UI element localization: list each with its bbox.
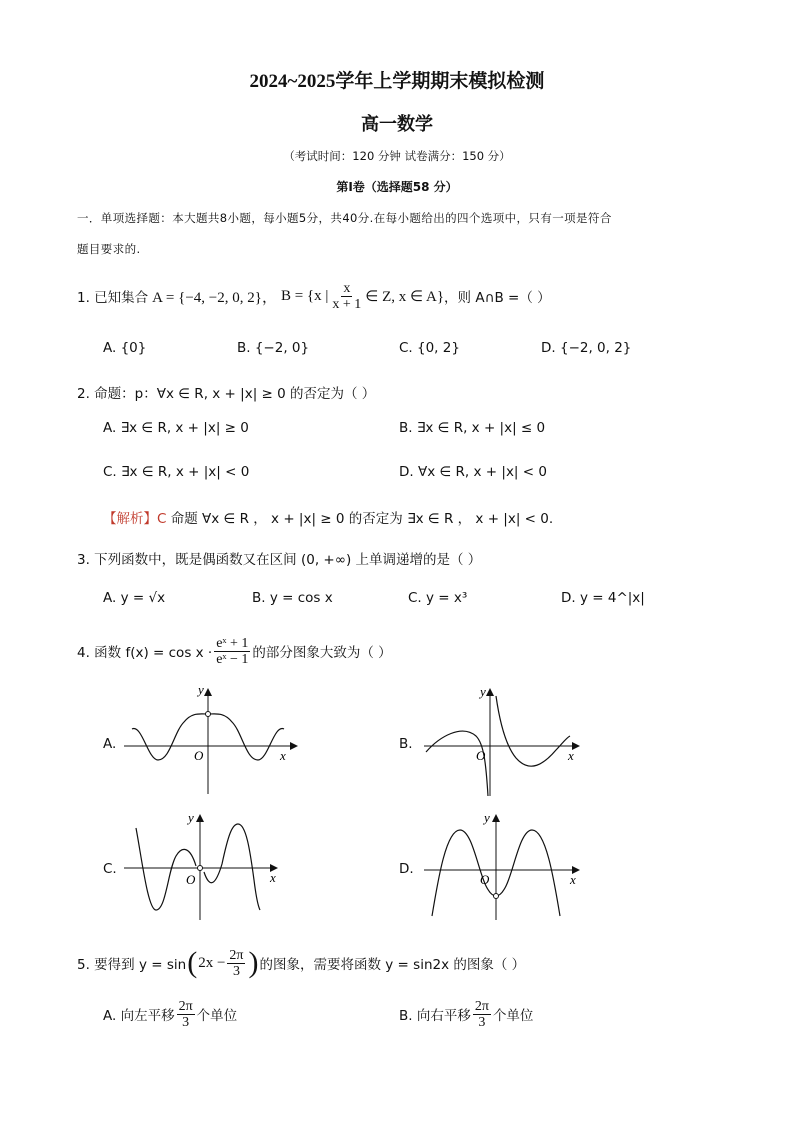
q5-fraction — [227, 948, 245, 979]
x-label: x — [270, 870, 276, 885]
q5-option-a[interactable] — [103, 996, 237, 1032]
q5-option-a-frac-num: 2π — [178, 998, 193, 1014]
q1-option-a[interactable]: A. {0} — [103, 340, 147, 356]
x-label: x — [570, 872, 576, 887]
q5-frac-den: 3 — [232, 963, 240, 979]
y-label: y — [484, 810, 490, 825]
q4-frac-den: eˣ − 1 — [216, 651, 249, 667]
curve-right — [204, 824, 260, 910]
y-label: y — [480, 684, 486, 699]
y-axis-arrow-icon — [486, 688, 494, 696]
question-3-stem: 3. 下列函数中，既是偶函数又在区间 (0, +∞) 上单调递增的是（ ） — [77, 552, 482, 568]
question-1-stem — [77, 280, 551, 312]
q4-graph-d[interactable] — [420, 810, 585, 922]
subject-title: 高一数学 — [361, 114, 433, 135]
curve-left — [136, 828, 196, 910]
hollow-point-icon — [494, 894, 499, 899]
q1-set-b-post: ∈ Z, x ∈ A} — [365, 288, 445, 305]
q2-analysis-text: 命题 ∀x ∈ R ， x + |x| ≥ 0 的否定为 ∃x ∈ R ， x + |x| < 0. — [166, 511, 554, 527]
q2-analysis — [103, 507, 553, 527]
q4-option-a-label[interactable]: A. — [103, 736, 117, 752]
q5-option-b-fraction — [473, 999, 491, 1030]
y-axis-arrow-icon — [492, 814, 500, 822]
q3-option-b[interactable]: B. y = cos x — [252, 590, 333, 606]
q3-option-d[interactable]: D. y = 4^|x| — [561, 590, 645, 606]
q1-frac-den: x + 1 — [332, 296, 362, 312]
x-label: x — [568, 748, 574, 763]
exam-title: 2024~2025学年上学期期末模拟检测 — [249, 71, 545, 92]
y-label: y — [198, 682, 204, 697]
section-instruction-line1: 一．单项选择题：本大题共8小题，每小题5分，共40分.在每小题给出的四个选项中，只有一项是符合 — [77, 211, 612, 225]
q3-option-c[interactable]: C. y = x³ — [408, 590, 468, 606]
q4-option-d-label[interactable]: D. — [399, 861, 414, 877]
question-5-stem — [77, 944, 525, 982]
curve-left — [426, 731, 488, 796]
question-2-stem: 2. 命题：p：∀x ∈ R, x + |x| ≥ 0 的否定为（ ） — [77, 386, 376, 402]
q5-option-b-pre: B. 向右平移 — [399, 1008, 471, 1024]
q1-frac-num: x — [343, 280, 351, 296]
y-axis-arrow-icon — [196, 814, 204, 822]
q4-option-c-label[interactable]: C. — [103, 861, 117, 877]
q2-option-c[interactable]: C. ∃x ∈ R, x + |x| < 0 — [103, 464, 250, 480]
curve-right — [496, 696, 570, 766]
part-title: 第I卷（选择题58 分） — [336, 180, 458, 194]
q1-prefix: 1. 已知集合 — [77, 290, 149, 306]
q3-option-a[interactable]: A. y = √x — [103, 590, 166, 606]
q1-set-b-pre: B = {x | — [280, 287, 329, 304]
left-paren-icon: ( — [187, 946, 198, 979]
y-label: y — [188, 810, 194, 825]
q5-stem-pre: 5. 要得到 y = sin — [77, 957, 187, 973]
q4-frac-num: eˣ + 1 — [216, 635, 249, 651]
q4-fraction — [214, 636, 250, 667]
q1-option-d[interactable]: D. {−2, 0, 2} — [541, 340, 632, 356]
q5-inner-pre: 2x − — [198, 954, 226, 971]
q1-ask: ，则 A∩B =（ ） — [444, 290, 551, 306]
q5-option-b[interactable] — [399, 996, 533, 1032]
q1-set-a: A = {−4, −2, 0, 2}， — [152, 289, 277, 306]
q2-analysis-tag: 【解析】C — [103, 511, 167, 527]
q1-fraction — [330, 281, 363, 312]
q4-graph-a[interactable] — [120, 684, 300, 796]
q4-graph-c[interactable] — [120, 810, 290, 922]
q5-option-a-pre: A. 向左平移 — [103, 1008, 175, 1024]
x-axis-arrow-icon — [290, 742, 298, 750]
q2-option-a[interactable]: A. ∃x ∈ R, x + |x| ≥ 0 — [103, 420, 249, 436]
section-instruction-line2: 题目要求的. — [77, 242, 141, 256]
right-paren-icon: ) — [248, 946, 259, 979]
q2-option-b[interactable]: B. ∃x ∈ R, x + |x| ≤ 0 — [399, 420, 546, 436]
origin-label: O — [476, 748, 486, 763]
q2-option-d[interactable]: D. ∀x ∈ R, x + |x| < 0 — [399, 464, 547, 480]
q4-stem-pre: 4. 函数 f(x) = cos x · — [77, 645, 213, 661]
q1-option-c[interactable]: C. {0, 2} — [399, 340, 460, 356]
q5-option-a-frac-den: 3 — [182, 1014, 190, 1030]
q4-graph-b[interactable] — [420, 684, 585, 800]
y-axis-arrow-icon — [204, 688, 212, 696]
q5-option-b-frac-num: 2π — [474, 998, 489, 1014]
q5-option-b-frac-den: 3 — [478, 1014, 486, 1030]
q5-frac-num: 2π — [229, 947, 244, 963]
question-4-stem — [77, 634, 392, 668]
q5-option-b-post: 个单位 — [492, 1008, 534, 1024]
exam-info: （考试时间：120 分钟 试卷满分：150 分） — [283, 149, 511, 163]
origin-label: O — [186, 872, 196, 887]
hollow-point-icon — [198, 866, 203, 871]
q4-stem-post: 的部分图象大致为（ ） — [252, 645, 392, 661]
hollow-point-icon — [206, 712, 211, 717]
q5-option-a-fraction — [177, 999, 195, 1030]
origin-label: O — [194, 748, 204, 763]
q5-stem-post: 的图象，需要将函数 y = sin2x 的图象（ ） — [259, 957, 526, 973]
q1-option-b[interactable]: B. {−2, 0} — [237, 340, 310, 356]
q5-option-a-post: 个单位 — [196, 1008, 238, 1024]
x-label: x — [280, 748, 286, 763]
q4-option-b-label[interactable]: B. — [399, 736, 413, 752]
origin-label: O — [480, 872, 490, 887]
